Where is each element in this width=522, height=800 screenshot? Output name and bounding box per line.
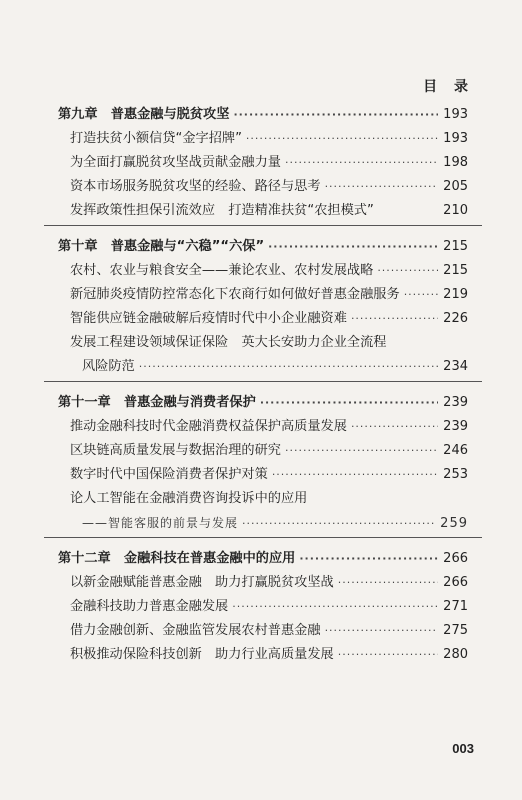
toc-entry[interactable] bbox=[58, 283, 468, 307]
leader-dots bbox=[232, 595, 438, 619]
page-number: 219 bbox=[443, 287, 468, 302]
entry-subtitle: ——智能客服的前景与发展 bbox=[82, 516, 239, 530]
entry-title: 以新金融赋能普惠金融 助力打赢脱贫攻坚战 bbox=[70, 575, 334, 590]
chapter-divider bbox=[44, 537, 482, 538]
chapter-divider bbox=[44, 381, 482, 382]
leader-dots bbox=[272, 463, 438, 487]
toc-entry[interactable] bbox=[58, 487, 468, 511]
page-number: 246 bbox=[443, 443, 468, 458]
chapter-9 bbox=[58, 103, 468, 223]
toc-entry[interactable] bbox=[58, 259, 468, 283]
toc-entry[interactable] bbox=[58, 643, 468, 667]
chapter-title: 第九章 普惠金融与脱贫攻坚 bbox=[58, 107, 230, 122]
leader-dots bbox=[325, 619, 438, 643]
toc-entry-continuation[interactable] bbox=[58, 355, 468, 379]
entry-title: 推动金融科技时代金融消费权益保护高质量发展 bbox=[70, 419, 347, 434]
page-title: 目 录 bbox=[423, 79, 474, 95]
entry-title: 发挥政策性担保引流效应 打造精准扶贫“农担模式” bbox=[70, 203, 374, 218]
page-number: 198 bbox=[443, 155, 468, 170]
entry-title: 论人工智能在金融消费咨询投诉中的应用 bbox=[70, 491, 308, 506]
leader-dots bbox=[351, 415, 438, 439]
entry-title: 区块链高质量发展与数据治理的研究 bbox=[70, 443, 281, 458]
page-number: 253 bbox=[443, 467, 468, 482]
chapter-divider bbox=[44, 225, 482, 226]
leader-dots bbox=[285, 151, 438, 175]
chapter-title-row[interactable] bbox=[58, 103, 468, 127]
toc-entry[interactable] bbox=[58, 463, 468, 487]
page-number: 239 bbox=[443, 419, 468, 434]
chapter-title-row[interactable] bbox=[58, 391, 468, 415]
entry-title: 农村、农业与粮食安全——兼论农业、农村发展战略 bbox=[70, 263, 374, 278]
toc-entry[interactable] bbox=[58, 595, 468, 619]
leader-dots bbox=[139, 355, 438, 379]
chapter-title-row[interactable] bbox=[58, 547, 468, 571]
page-number: 226 bbox=[443, 311, 468, 326]
page-number: 205 bbox=[443, 179, 468, 194]
toc-entry[interactable] bbox=[58, 331, 468, 355]
page-number: 271 bbox=[443, 599, 468, 614]
toc-entry[interactable] bbox=[58, 175, 468, 199]
leader-dots bbox=[246, 127, 438, 151]
leader-dots bbox=[242, 512, 436, 536]
leader-dots bbox=[285, 439, 438, 463]
page-number: 239 bbox=[443, 395, 468, 410]
toc-entry[interactable] bbox=[58, 307, 468, 331]
leader-dots bbox=[299, 547, 438, 571]
chapter-11 bbox=[58, 391, 468, 535]
entry-title: 数字时代中国保险消费者保护对策 bbox=[70, 467, 268, 482]
page-number: 259 bbox=[440, 516, 468, 531]
chapter-12 bbox=[58, 547, 468, 667]
entry-title: 打造扶贫小额信贷“金字招牌” bbox=[70, 131, 242, 146]
page-number: 266 bbox=[443, 575, 468, 590]
leader-dots bbox=[260, 391, 438, 415]
page-number: 280 bbox=[443, 647, 468, 662]
toc-entry-subtitle[interactable] bbox=[58, 511, 468, 535]
chapter-title: 第十二章 金融科技在普惠金融中的应用 bbox=[58, 551, 296, 566]
page-number: 210 bbox=[443, 203, 468, 218]
entry-title: 金融科技助力普惠金融发展 bbox=[70, 599, 229, 614]
page-number: 193 bbox=[443, 107, 468, 122]
chapter-title: 第十一章 普惠金融与消费者保护 bbox=[58, 395, 256, 410]
toc-entry[interactable] bbox=[58, 571, 468, 595]
toc-entry[interactable] bbox=[58, 619, 468, 643]
toc-entry[interactable] bbox=[58, 151, 468, 175]
entry-title: 发展工程建设领域保证保险 英大长安助力企业全流程 bbox=[70, 335, 387, 350]
toc-entry[interactable] bbox=[58, 415, 468, 439]
entry-title: 风险防范 bbox=[82, 359, 135, 374]
entry-title: 为全面打赢脱贫攻坚战贡献金融力量 bbox=[70, 155, 281, 170]
page-number: 234 bbox=[443, 359, 468, 374]
entry-title: 借力金融创新、金融监管发展农村普惠金融 bbox=[70, 623, 321, 638]
leader-dots bbox=[338, 571, 438, 595]
leader-dots bbox=[377, 259, 438, 283]
entry-title: 资本市场服务脱贫攻坚的经验、路径与思考 bbox=[70, 179, 321, 194]
page-number: 215 bbox=[443, 239, 468, 254]
leader-dots bbox=[268, 235, 438, 259]
page-number: 193 bbox=[443, 131, 468, 146]
leader-dots bbox=[325, 175, 438, 199]
page-number: 275 bbox=[443, 623, 468, 638]
chapter-title: 第十章 普惠金融与“六稳”“六保” bbox=[58, 239, 265, 254]
entry-title: 积极推动保险科技创新 助力行业高质量发展 bbox=[70, 647, 334, 662]
entry-title: 智能供应链金融破解后疫情时代中小企业融资难 bbox=[70, 311, 347, 326]
leader-dots bbox=[233, 103, 438, 127]
leader-dots bbox=[351, 307, 438, 331]
toc-entry[interactable] bbox=[58, 199, 468, 223]
toc-entry[interactable] bbox=[58, 127, 468, 151]
chapter-10 bbox=[58, 235, 468, 379]
entry-title: 新冠肺炎疫情防控常态化下农商行如何做好普惠金融服务 bbox=[70, 287, 400, 302]
leader-dots bbox=[338, 643, 438, 667]
toc-entry[interactable] bbox=[58, 439, 468, 463]
page-number: 266 bbox=[443, 551, 468, 566]
leader-dots bbox=[404, 283, 438, 307]
page-number: 215 bbox=[443, 263, 468, 278]
chapter-title-row[interactable] bbox=[58, 235, 468, 259]
page-footer-number: 003 bbox=[452, 741, 474, 756]
